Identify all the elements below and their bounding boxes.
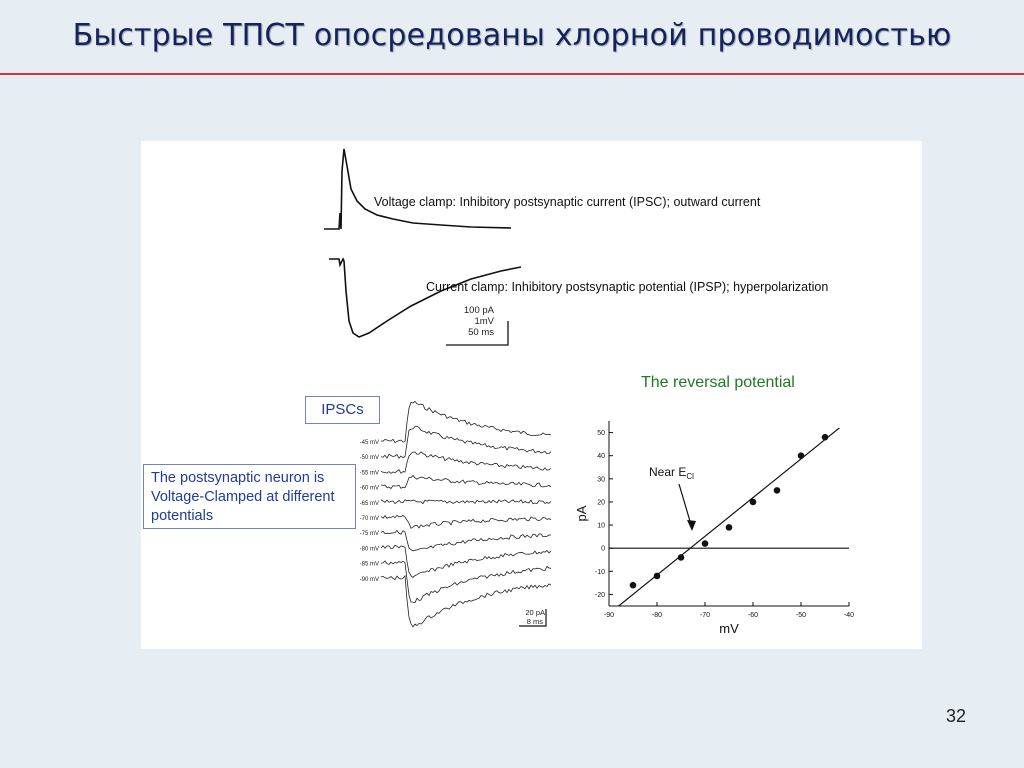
holding-potential-label: -85 mV xyxy=(359,561,379,568)
fit-line xyxy=(619,428,840,606)
chart-title: The reversal potential xyxy=(641,374,795,391)
data-point xyxy=(750,499,757,506)
y-tick-label: 40 xyxy=(597,453,605,461)
y-axis-label: pA xyxy=(574,505,589,522)
holding-potential-label: -80 mV xyxy=(359,546,379,553)
data-point xyxy=(630,582,637,589)
y-tick-label: -20 xyxy=(594,591,605,599)
holding-potential-label: -50 mV xyxy=(359,455,379,462)
ipsc-trace-line xyxy=(381,515,551,528)
holding-potential-labels xyxy=(360,440,379,583)
ipsc-trace-family xyxy=(381,401,551,626)
neuron-note-box: The postsynaptic neuron is Voltage-Clamped at different potentials xyxy=(143,464,356,529)
data-point xyxy=(678,554,685,561)
y-tick-label: -10 xyxy=(594,568,605,576)
y-tick-label: 50 xyxy=(597,430,605,438)
x-tick-label: -60 xyxy=(747,612,759,619)
ipscs-label-box: IPSCs xyxy=(305,396,380,424)
data-point xyxy=(798,452,805,459)
annotation-arrowhead xyxy=(687,520,696,531)
holding-potential-label: -70 mV xyxy=(359,516,379,522)
reversal-potential-chart xyxy=(574,421,854,636)
holding-potential-label: -75 mV xyxy=(359,531,379,538)
x-tick-label: -40 xyxy=(843,612,855,619)
data-point xyxy=(702,540,709,547)
ipsc-trace-line xyxy=(381,500,551,504)
current-clamp-label: Current clamp: Inhibitory postsynaptic potential (IPSP); hyperpolarization xyxy=(426,280,829,294)
voltage-clamp-label: Voltage clamp: Inhibitory postsynaptic current (IPSC); outward current xyxy=(374,195,761,209)
data-point xyxy=(822,434,829,441)
ipsc-trace-line xyxy=(381,401,551,442)
figure-svg xyxy=(141,141,922,649)
ipsc-trace-line xyxy=(381,452,551,474)
y-tick-label: 0 xyxy=(601,545,605,553)
ipsc-trace-line xyxy=(381,476,551,489)
x-tick-label: -90 xyxy=(603,612,615,619)
data-point xyxy=(726,524,733,531)
slide-title: Быстрые ТПСТ опосредованы хлорной проводимостью xyxy=(72,18,952,53)
x-tick-label: -80 xyxy=(651,612,663,619)
ipsc-scale-pa-label: 20 pA xyxy=(525,608,545,617)
ipsc-scale-ms-label: 8 ms xyxy=(526,617,543,626)
x-tick-label: -50 xyxy=(795,612,807,619)
ipsc-trace-line xyxy=(381,426,551,458)
ipsc-trace-line xyxy=(381,576,551,627)
title-divider xyxy=(0,73,1024,75)
annotation-near-ecl: Near $E_{Cl}$ xyxy=(649,465,694,481)
holding-potential-label: -60 mV xyxy=(359,485,379,492)
holding-potential-label: -90 mV xyxy=(359,576,379,583)
scale-pa-label: 100 pA xyxy=(463,305,494,316)
ipsc-trace-line xyxy=(381,530,551,551)
holding-potential-label: -55 mV xyxy=(359,470,379,477)
data-point xyxy=(774,487,781,494)
data-point xyxy=(654,573,661,580)
x-tick-label: -70 xyxy=(699,612,711,619)
ipsc-trace xyxy=(324,149,511,229)
scale-ms-label: 50 ms xyxy=(468,327,494,338)
x-axis-label: mV xyxy=(719,621,739,636)
y-tick-label: 20 xyxy=(597,499,605,507)
scale-mv-label: 1mV xyxy=(474,316,494,327)
holding-potential-label: -65 mV xyxy=(359,500,379,507)
y-tick-label: 10 xyxy=(597,522,605,530)
y-tick-label: 30 xyxy=(597,476,605,484)
holding-potential-label: -45 mV xyxy=(359,440,379,446)
figure-panel xyxy=(141,141,922,649)
page-number: 32 xyxy=(945,706,966,726)
